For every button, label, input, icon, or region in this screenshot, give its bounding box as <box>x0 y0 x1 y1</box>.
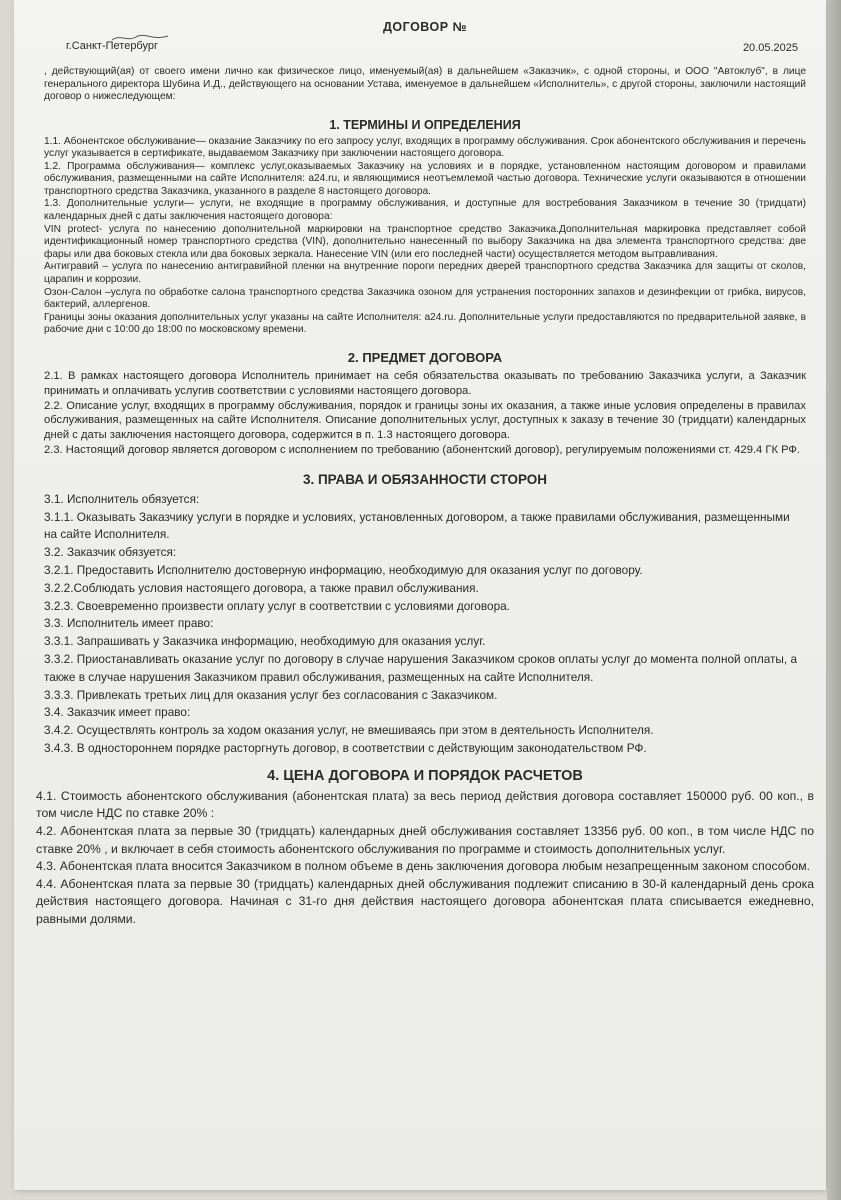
city-label: г.Санкт-Петербург <box>66 40 158 52</box>
list-item: 3.2. Заказчик обязуется: <box>44 545 177 560</box>
paragraph: Антигравий – услуга по нанесению антигравийной пленки на внутренние пороги передних дверей транспортного средства Заказчика для защиты от сколов, царапин и коррозии. <box>44 261 806 286</box>
list-item: 3.3. Исполнитель имеет право: <box>44 616 214 631</box>
paragraph: 1.3. Дополнительные услуги— услуги, не входящие в программу обслуживания, и доступные для востребования Заказчиком в течение 30 (тридцати) календарных дней с даты заключения настоящего договора: <box>44 198 806 223</box>
list-item: 3.3.1. Запрашивать у Заказчика информацию, необходимую для оказания услуг. <box>44 634 486 649</box>
section-heading: 4. ЦЕНА ДОГОВОРА И ПОРЯДОК РАСЧЕТОВ <box>267 767 583 784</box>
list-item: 3.2.3. Своевременно произвести оплату услуг в соответствии с условиями договора. <box>44 598 510 613</box>
section-heading: 3. ПРАВА И ОБЯЗАННОСТИ СТОРОН <box>302 471 548 487</box>
list-item: 3.4.2. Осуществлять контроль за ходом оказания услуг, не вмешиваясь при этом в деятельность Исполнителя. <box>44 723 654 738</box>
contract-body <box>36 16 814 928</box>
intro-paragraph: , действующий(ая) от своего имени лично как физическое лицо, именуемый(ая) в дальнейшем «Заказчик», с одной стороны, и ООО "Автоклуб", в лице генерального директора Шубина И.Д., действующего на основании Устава, именуемое в дальнейшем «Исполнитель», с другой стороны, заключили настоящий договор о нижеследующем: <box>44 66 806 102</box>
paragraph: 4.2. Абонентская плата за первые 30 (тридцать) календарных дней обслуживания составляет 13356 руб. 00 коп., в том числе НДС по ставке 20% , и включает в себя стоимость абонентского обслуживания по программе и стоимость дополнительных услуг. <box>36 823 814 856</box>
section-heading: 1. ТЕРМИНЫ И ОПРЕДЕЛЕНИЯ <box>329 117 521 132</box>
list-item: 3.4.3. В одностороннем порядке расторгнуть договор, в соответствии с действующим законодательством РФ. <box>44 740 647 755</box>
paragraph: 2.3. Настоящий договор является договором с исполнением по требованию (абонентский договор), регулируемым положениями ст. 429.4 ГК РФ. <box>44 443 801 456</box>
list-item: 3.2.1. Предоставить Исполнителю достоверную информацию, необходимую для оказания услуг по договору. <box>44 562 643 577</box>
document-page <box>14 0 826 1190</box>
paragraph: Озон-Салон –услуга по обработке салона транспортного средства Заказчика озоном для устранения посторонних запахов и дезинфекции от грибка, вирусов, бактерий, аллергенов. <box>44 286 806 311</box>
paragraph: 4.4. Абонентская плата за первые 30 (тридцать) календарных дней обслуживания подлежит списанию в 30-й календарный день срока действия настоящего договора. Начиная с 31-го дня действия настоящего договора абонентская плата списывается ежедневно, равными долями. <box>36 876 814 926</box>
background-edge <box>827 0 841 1200</box>
list-item: 3.3.3. Привлекать третьих лиц для оказания услуг без согласования с Заказчиком. <box>44 687 498 702</box>
paragraph: 2.2. Описание услуг, входящих в программу обслуживания, порядок и границы зоны их оказания, а также иные условия определены в правилах обслуживания, размещенных на сайте Исполнителя. Описание дополнительных услуг, доступных к заказу в течение 30 (тридцати) календарных дней с даты заключения настоящего договора, содержится в п. 1.3 настоящего договора. <box>44 399 806 442</box>
paragraph: 1.2. Программа обслуживания— комплекс услуг,оказываемых Заказчику на условиях и в порядке, установленном настоящим договором и правилами обслуживания, размещенными на сайте Исполнителя: a24.ru, и являющимися неотъемлемой частью договора. Технические услуги оказываются в отношении транспортного средства Заказчика, указанного в разделе 8 настоящего договора. <box>44 160 806 197</box>
list-item: 3.1.1. Оказывать Заказчику услуги в порядке и условиях, установленных договором, а также правилами обслуживания, размещенными на сайте Исполнителя. <box>44 509 790 542</box>
section-price <box>36 768 814 929</box>
paragraph: VIN protect- услуга по нанесению дополнительной маркировки на транспортное средство Заказчика.Дополнительная маркировка представляет собой идентификационный номер транспортного средства (VIN), дополнительно нанесенный по выбору Заказчика на два элемента транспортного средства: две фары или два боковых стекла или два боковых зеркала. Нанесение VIN (или его последней части) осуществляется методом вытравливания. <box>44 223 806 260</box>
section-subject <box>44 350 806 458</box>
paragraph: 4.1. Стоимость абонентского обслуживания (абонентская плата) за весь период действия договора составляет 150000 руб. 00 коп., в том числе НДС по ставке 20% : <box>36 788 814 821</box>
section-terms <box>44 118 806 338</box>
paragraph: 4.3. Абонентская плата вносится Заказчиком в полном объеме в день заключения договора любым незапрещенным законом способом. <box>36 859 811 874</box>
header-row <box>44 36 806 54</box>
list-item: 3.4. Заказчик имеет право: <box>44 705 191 720</box>
section-rights <box>44 472 806 758</box>
paragraph: 2.1. В рамках настоящего договора Исполнитель принимает на себя обязательства оказывать по требованию Заказчика услуги, а Заказчик принимать и оплачивать услугив соответствии с условиями настоящего договора. <box>44 370 806 397</box>
paragraph: Границы зоны оказания дополнительных услуг указаны на сайте Исполнителя: a24.ru. Дополнительные услуги предоставляются по предварительной заявке, в рабочие дни с 10:00 до 18:00 по московскому времени. <box>44 311 806 336</box>
contract-date: 20.05.2025 <box>742 42 798 54</box>
list-item: 3.2.2.Соблюдать условия настоящего договора, а также правил обслуживания. <box>44 580 479 595</box>
list-item: 3.1. Исполнитель обязуется: <box>44 491 200 506</box>
paragraph: 1.1. Абонентское обслуживание— оказание Заказчику по его запросу услуг, входящих в программу обслуживания. Срок абонентского обслуживания и перечень услуг указывается в сертификате, выдаваемом Заказчику при заключении настоящего договора. <box>44 135 806 160</box>
document-title: ДОГОВОР № <box>383 20 467 34</box>
list-item: 3.3.2. Приостанавливать оказание услуг по договору в случае нарушения Заказчиком сроков оплаты услуг до момента полной оплаты, а также в случае нарушения Заказчиком правил обслуживания, размещенных на сайте Исполнителя. <box>44 651 798 684</box>
section-heading: 2. ПРЕДМЕТ ДОГОВОРА <box>347 350 503 365</box>
